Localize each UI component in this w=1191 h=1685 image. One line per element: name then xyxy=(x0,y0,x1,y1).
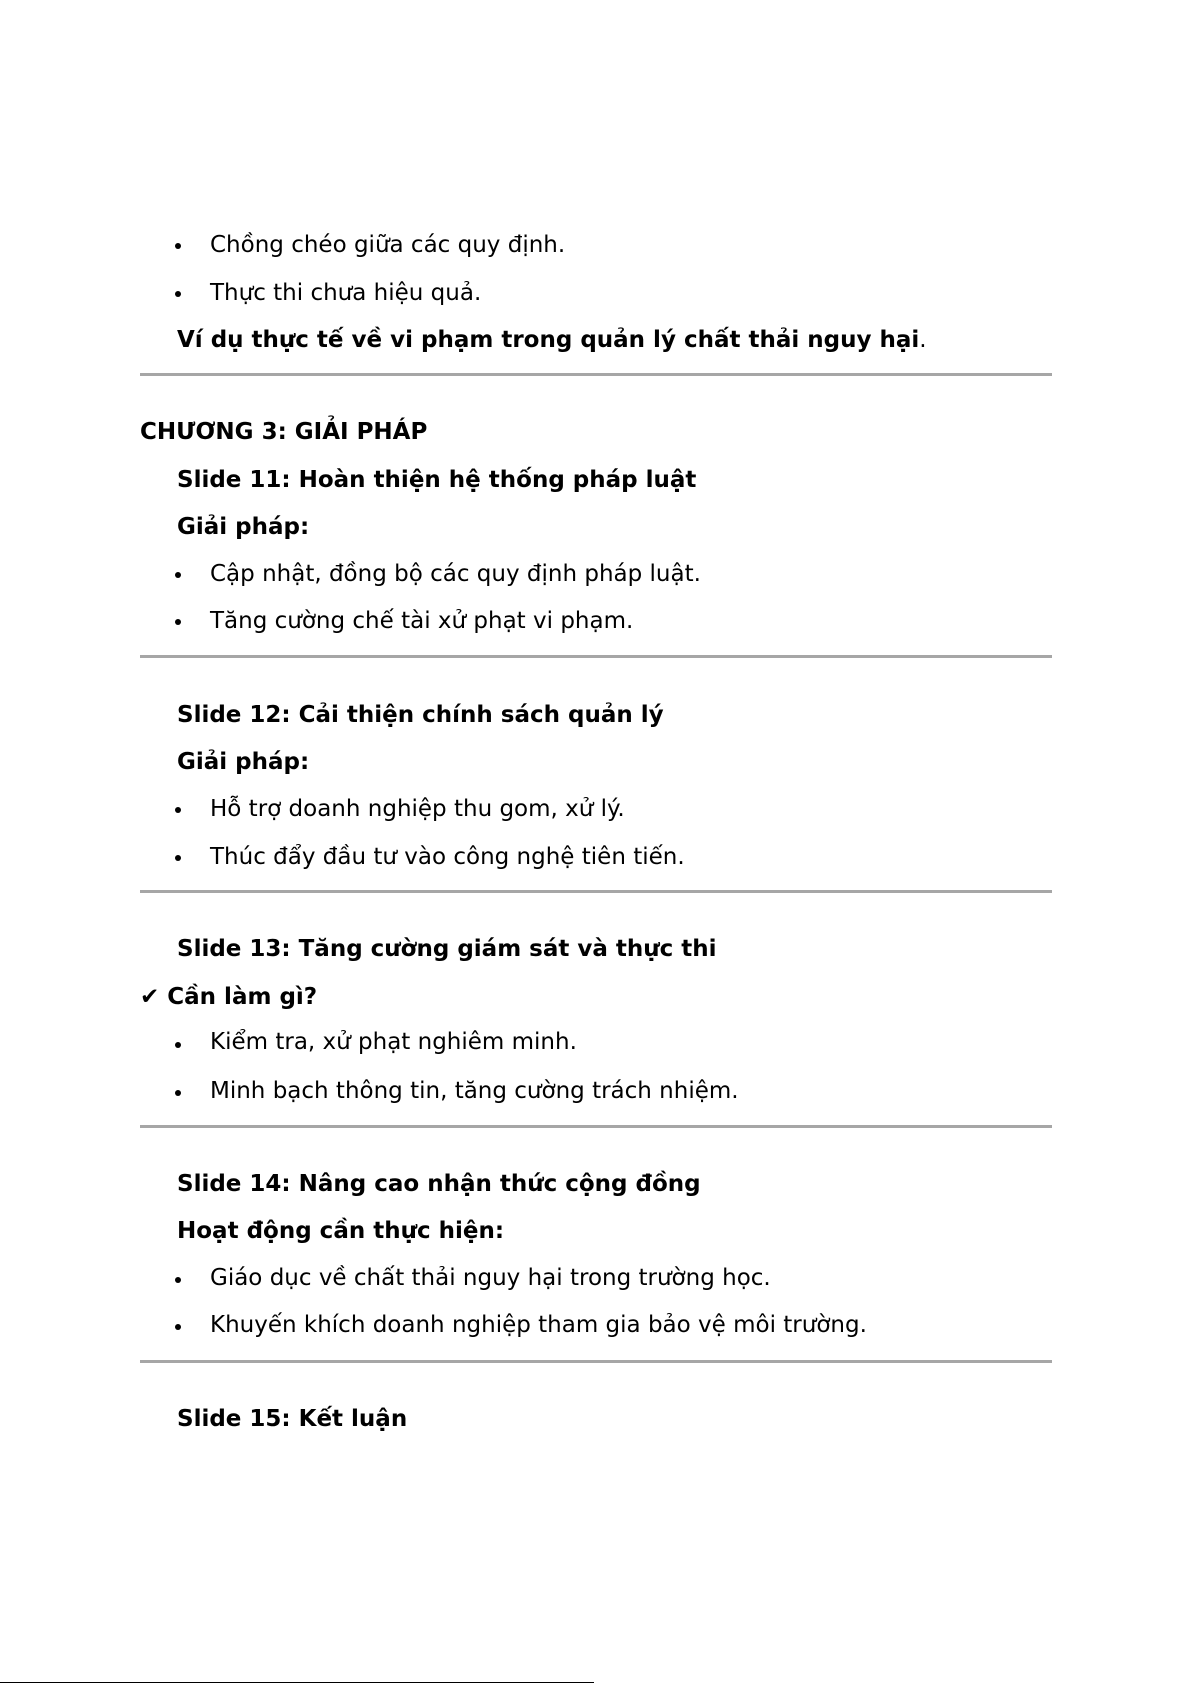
list-item: Hỗ trợ doanh nghiệp thu gom, xử lý. xyxy=(210,796,625,822)
list-item: Khuyến khích doanh nghiệp tham gia bảo vệ môi trường. xyxy=(210,1312,867,1338)
section-divider xyxy=(140,373,1052,376)
bullet-dot xyxy=(175,291,181,297)
slide-12-subtitle: Giải pháp: xyxy=(177,749,310,775)
bullet-dot xyxy=(175,1277,181,1283)
slide-15-title: Slide 15: Kết luận xyxy=(177,1406,408,1432)
list-item: Thực thi chưa hiệu quả. xyxy=(210,280,482,306)
section-divider xyxy=(140,1360,1052,1363)
example-line xyxy=(177,325,927,355)
example-suffix: . xyxy=(919,327,927,353)
bullet-dot xyxy=(175,619,181,625)
list-item: Thúc đẩy đầu tư vào công nghệ tiên tiến. xyxy=(210,844,685,870)
list-item: Minh bạch thông tin, tăng cường trách nhiệm. xyxy=(210,1078,739,1104)
slide-13-title: Slide 13: Tăng cường giám sát và thực thi xyxy=(177,936,717,962)
footer-line xyxy=(0,1682,594,1683)
slide-11-subtitle: Giải pháp: xyxy=(177,514,310,540)
slide-13-subtitle: ✔ Cần làm gì? xyxy=(140,984,318,1010)
bullet-dot xyxy=(175,1324,181,1330)
list-item: Giáo dục về chất thải nguy hại trong trường học. xyxy=(210,1265,771,1291)
list-item: Kiểm tra, xử phạt nghiêm minh. xyxy=(210,1029,577,1055)
chapter-title: CHƯƠNG 3: GIẢI PHÁP xyxy=(140,419,428,445)
section-divider xyxy=(140,655,1052,658)
bullet-dot xyxy=(175,807,181,813)
bullet-dot xyxy=(175,855,181,861)
slide-12-title: Slide 12: Cải thiện chính sách quản lý xyxy=(177,702,664,728)
bullet-dot xyxy=(175,572,181,578)
list-item: Chồng chéo giữa các quy định. xyxy=(210,232,566,258)
example-bold-text: Ví dụ thực tế về vi phạm trong quản lý chất thải nguy hại xyxy=(177,327,920,353)
bullet-dot xyxy=(175,243,181,249)
slide-14-title: Slide 14: Nâng cao nhận thức cộng đồng xyxy=(177,1171,701,1197)
bullet-dot xyxy=(175,1090,181,1096)
list-item: Tăng cường chế tài xử phạt vi phạm. xyxy=(210,608,634,634)
bullet-dot xyxy=(175,1042,181,1048)
section-divider xyxy=(140,890,1052,893)
slide-14-subtitle: Hoạt động cần thực hiện: xyxy=(177,1218,505,1244)
list-item: Cập nhật, đồng bộ các quy định pháp luật. xyxy=(210,561,701,587)
section-divider xyxy=(140,1125,1052,1128)
slide-11-title: Slide 11: Hoàn thiện hệ thống pháp luật xyxy=(177,467,697,493)
